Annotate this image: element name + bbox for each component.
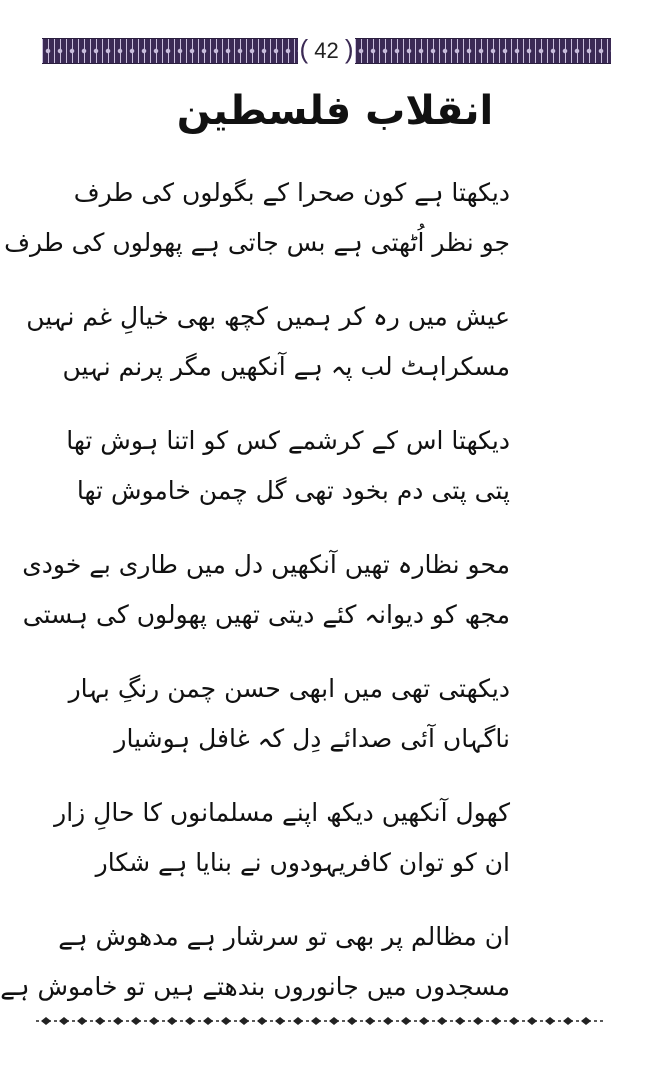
page-number <box>298 33 355 65</box>
diamond-mark <box>473 1017 483 1025</box>
verse-line: مجھ کو دیوانہ کئے دیتی تھیں پھولوں کی ہستی <box>22 600 510 629</box>
header-ornament-left <box>42 38 298 64</box>
diamond-mark <box>59 1017 69 1025</box>
verse-line: محو نظارہ تھیں آنکھیں دل میں طاری بے خودی <box>22 550 510 579</box>
page-number-value: 42 <box>314 38 339 63</box>
diamond-mark <box>185 1017 195 1025</box>
footer-ornament <box>36 1015 604 1027</box>
diamond-mark <box>293 1017 303 1025</box>
diamond-mark <box>527 1017 537 1025</box>
verse-line: دیکھتا ہے کون صحرا کے بگولوں کی طرف <box>73 178 510 207</box>
diamond-mark <box>131 1017 141 1025</box>
diamond-mark <box>41 1017 51 1025</box>
diamond-mark <box>509 1017 519 1025</box>
diamond-mark <box>347 1017 357 1025</box>
stanza <box>4 168 510 292</box>
diamond-mark <box>563 1017 573 1025</box>
diamond-mark <box>221 1017 231 1025</box>
verse-line: دیکھتی تھی میں ابھی حسن چمن رنگِ بہار <box>68 674 510 703</box>
verse-line: مسجدوں میں جانوروں بندھتے ہیں تو خاموش ہے <box>0 972 510 1001</box>
diamond-mark <box>545 1017 555 1025</box>
verse-line: پتی پتی دم بخود تھی گل چمن خاموش تھا <box>76 476 510 505</box>
stanza <box>26 292 510 416</box>
diamond-mark <box>77 1017 87 1025</box>
diamond-mark <box>149 1017 159 1025</box>
diamond-mark <box>311 1017 321 1025</box>
verse-line: جو نظر اُٹھتی ہے بس جاتی ہے پھولوں کی طرف <box>4 228 510 257</box>
paren-right: ) <box>344 34 354 64</box>
paren-left: ( <box>299 34 309 64</box>
diamond-mark <box>401 1017 411 1025</box>
diamond-mark <box>455 1017 465 1025</box>
diamond-mark <box>491 1017 501 1025</box>
stanza <box>68 664 510 788</box>
diamond-mark <box>167 1017 177 1025</box>
verse-line: ان مظالم پر بھی تو سرشار ہے مدھوش ہے <box>58 922 510 951</box>
stanza <box>22 540 510 664</box>
verse-line: کھول آنکھیں دیکھ اپنے مسلمانوں کا حالِ زار <box>54 798 510 827</box>
poem-body <box>0 168 510 1036</box>
diamond-mark <box>419 1017 429 1025</box>
diamond-mark <box>113 1017 123 1025</box>
diamond-mark <box>95 1017 105 1025</box>
diamond-mark <box>275 1017 285 1025</box>
verse-line: مسکراہٹ لب پہ ہے آنکھیں مگر پرنم نہیں <box>62 352 510 381</box>
verse-line: ان کو توان کافریہودوں نے بنایا ہے شکار <box>95 848 510 877</box>
header-ornament-right <box>355 38 611 64</box>
verse-line: دیکھتا اس کے کرشمے کس کو اتنا ہوش تھا <box>66 426 510 455</box>
diamond-mark <box>329 1017 339 1025</box>
diamond-mark <box>239 1017 249 1025</box>
verse-line: ناگہاں آئی صدائے دِل کہ غافل ہوشیار <box>114 724 510 753</box>
diamond-mark <box>581 1017 591 1025</box>
stanza <box>54 788 510 912</box>
diamond-mark <box>437 1017 447 1025</box>
diamond-mark <box>365 1017 375 1025</box>
stanza <box>66 416 510 540</box>
diamond-mark <box>383 1017 393 1025</box>
poem-title: انقلاب فلسطین <box>176 88 494 134</box>
diamond-mark <box>257 1017 267 1025</box>
diamond-mark <box>203 1017 213 1025</box>
verse-line: عیش میں رہ کر ہمیں کچھ بھی خیالِ غم نہیں <box>26 302 510 331</box>
